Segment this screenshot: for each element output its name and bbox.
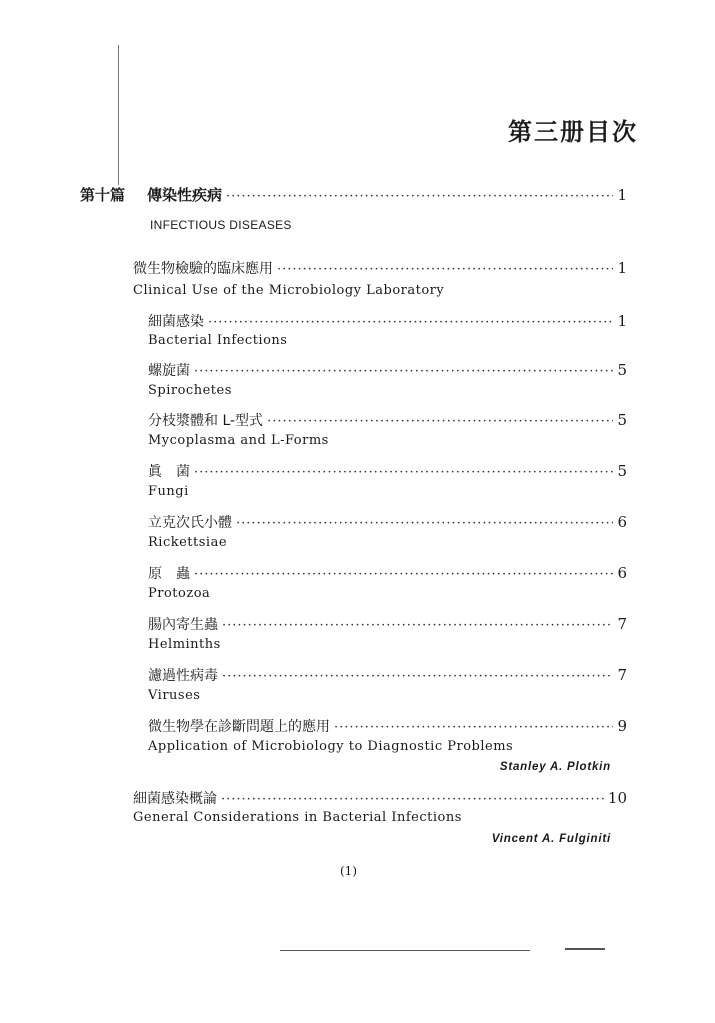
leader-dots [194,567,613,582]
page-ref: 5 [617,361,627,379]
entry-title-en: Spirochetes [148,383,232,398]
leader-dots [194,465,613,480]
leader-dots [222,618,613,633]
leader-dots [222,669,613,684]
entry-title-en: Viruses [148,688,201,703]
entry-title-cn: 腸內寄生蟲 [148,617,218,633]
entry-title-en: Helminths [148,637,221,652]
entry-title-cn: 眞 菌 [148,464,190,480]
toc-entry [148,311,627,331]
page-ref: 5 [617,462,627,480]
page-ref: 7 [617,615,627,633]
entry-title-en: General Considerations in Bacterial Infections [133,810,462,825]
toc-entry [148,563,627,583]
entry-title-cn: 微生物檢驗的臨床應用 [133,261,273,277]
leader-dots [236,516,613,531]
entry-title-en: Mycoplasma and L-Forms [148,433,329,448]
page-ref: 6 [617,513,627,531]
toc-entry [133,258,627,278]
entry-author: Vincent A. Fulginiti [491,833,611,845]
leader-dots [221,792,604,807]
entry-title-cn: 立克次氏小體 [148,515,232,531]
page-ref: 10 [607,789,627,807]
scan-margin-mark [118,45,119,185]
entry-title-cn: 濾過性病毒 [148,668,218,684]
chapter-heading [80,184,627,205]
page-title: 第三册目次 [508,118,638,146]
page-ref: 1 [617,186,627,204]
scan-artifact-line [565,948,605,950]
entry-title-cn: 分枝漿體和 L-型式 [148,413,264,429]
entry-title-en: Clinical Use of the Microbiology Laboratory [133,283,445,298]
leader-dots [194,364,613,379]
entry-title-cn: 微生物學在診斷問題上的應用 [148,719,330,735]
entry-title-en: Application of Microbiology to Diagnostic Problems [148,739,514,754]
chapter-english-title: INFECTIOUS DISEASES [150,218,292,232]
page-ref: 1 [617,312,627,330]
page-ref: 5 [617,411,627,429]
entry-title-cn: 螺旋菌 [148,363,190,379]
leader-dots [277,262,613,277]
scan-artifact-line [280,950,530,951]
page-ref: 9 [617,717,627,735]
page-ref: 1 [617,259,627,277]
leader-dots [226,189,613,204]
entry-title-en: Bacterial Infections [148,333,288,348]
toc-entry [148,410,627,430]
toc-entry [148,716,627,736]
entry-title-en: Rickettsiae [148,535,228,550]
toc-entry [148,665,627,685]
entry-title-en: Fungi [148,484,189,499]
page-ref: 7 [617,666,627,684]
entry-title-cn: 細菌感染概論 [133,791,217,807]
page-ref: 6 [617,564,627,582]
leader-dots [208,315,613,330]
toc-entry [148,461,627,481]
entry-title-en: Protozoa [148,586,211,601]
page-number: (1) [340,864,357,878]
leader-dots [334,720,613,735]
chapter-title: 傳染性疾病 [147,186,223,204]
entry-title-cn: 細菌感染 [148,314,204,330]
toc-entry [148,360,627,380]
entry-author: Stanley A. Plotkin [499,761,611,773]
leader-dots [267,414,613,429]
toc-entry [133,788,627,808]
toc-entry [148,614,627,634]
chapter-number: 第十篇 [80,186,126,204]
entry-title-cn: 原 蟲 [148,566,190,582]
toc-entry [148,512,627,532]
